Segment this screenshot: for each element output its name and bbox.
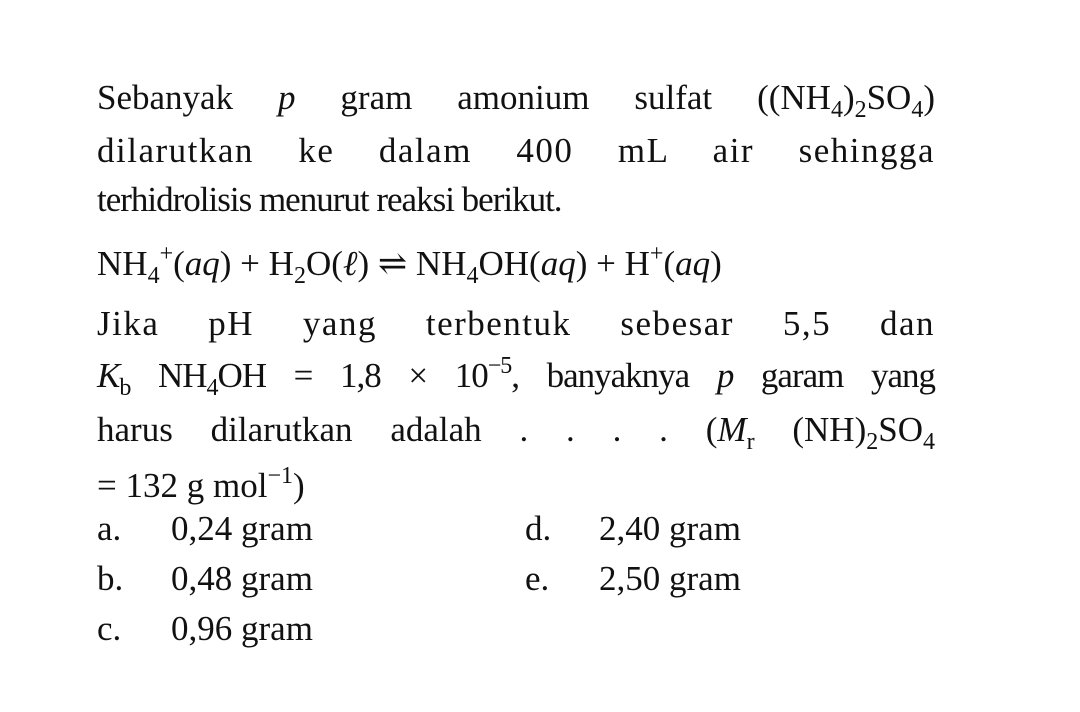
superscript: −5 [487, 353, 512, 379]
question-line [97, 463, 305, 506]
text-segment: p [716, 356, 734, 395]
option-label: b. [97, 559, 124, 598]
question-line [97, 353, 935, 401]
text-segment: K [97, 356, 120, 395]
option-value: 2,40 gram [599, 509, 741, 548]
text-segment: ( [663, 244, 676, 283]
text-segment: garam yang [733, 356, 935, 395]
option-value: 0,48 gram [171, 559, 313, 598]
subscript: 4 [911, 97, 924, 123]
text-segment: harus dilarutkan adalah . . . . ( [97, 410, 718, 449]
superscript: + [159, 241, 174, 267]
text-segment: O( [305, 244, 343, 283]
subscript: 4 [206, 375, 218, 401]
text-segment: NH [130, 356, 207, 395]
text-segment: ( [173, 244, 185, 283]
text-segment: SO [878, 410, 923, 449]
text-segment: ) + H [575, 244, 650, 283]
superscript: + [649, 241, 664, 267]
text-segment: ) [292, 466, 305, 505]
superscript: −1 [267, 463, 293, 489]
option-e[interactable] [525, 559, 741, 599]
option-b[interactable] [97, 559, 313, 599]
text-segment: gram amonium sulfat ((NH [295, 78, 831, 117]
question-line [97, 180, 562, 220]
option-value: 0,24 gram [171, 509, 313, 548]
subscript: 2 [866, 429, 879, 455]
option-label: c. [97, 609, 122, 648]
text-segment: dilarutkan ke dalam 400 mL air sehingga [97, 131, 935, 170]
question-line [97, 304, 935, 344]
subscript: 4 [923, 429, 935, 455]
text-segment: (NH) [754, 410, 867, 449]
text-segment: aq [184, 244, 220, 283]
text-segment: ) [710, 244, 722, 283]
question-line [97, 131, 935, 171]
text-segment: aq [675, 244, 711, 283]
question-line [97, 241, 722, 289]
text-segment: OH( [478, 244, 541, 283]
option-c[interactable] [97, 609, 313, 649]
text-segment: ) ⇌ NH [357, 244, 467, 283]
option-value: 0,96 gram [171, 609, 313, 648]
subscript: b [119, 375, 131, 401]
text-segment: SO [866, 78, 912, 117]
text-segment: ℓ [342, 244, 358, 283]
subscript: r [746, 429, 755, 455]
text-segment: OH = 1,8 × 10 [217, 356, 488, 395]
text-segment: terhidrolisis menurut reaksi berikut. [97, 180, 562, 219]
text-segment: NH [97, 244, 148, 283]
subscript: 4 [466, 263, 479, 289]
text-segment: aq [540, 244, 576, 283]
question-line [97, 78, 935, 123]
subscript: 2 [854, 97, 867, 123]
question-line [97, 410, 935, 455]
text-segment: , banyaknya [511, 356, 717, 395]
subscript: 2 [293, 263, 306, 289]
text-segment: Sebanyak [97, 78, 278, 117]
text-segment: M [717, 410, 747, 449]
option-d[interactable] [525, 509, 741, 549]
text-segment: ) + H [219, 244, 294, 283]
option-label: e. [525, 559, 550, 598]
option-label: a. [97, 509, 122, 548]
text-segment: = 132 g mol [97, 466, 268, 505]
subscript: 4 [147, 263, 160, 289]
text-segment: ) [923, 78, 935, 117]
option-label: d. [525, 509, 552, 548]
option-value: 2,50 gram [599, 559, 741, 598]
text-segment: ) [842, 78, 855, 117]
subscript: 4 [830, 97, 843, 123]
text-segment: Jika pH yang terbentuk sebesar 5,5 dan [97, 304, 935, 343]
option-a[interactable] [97, 509, 313, 549]
text-segment: p [278, 78, 296, 117]
